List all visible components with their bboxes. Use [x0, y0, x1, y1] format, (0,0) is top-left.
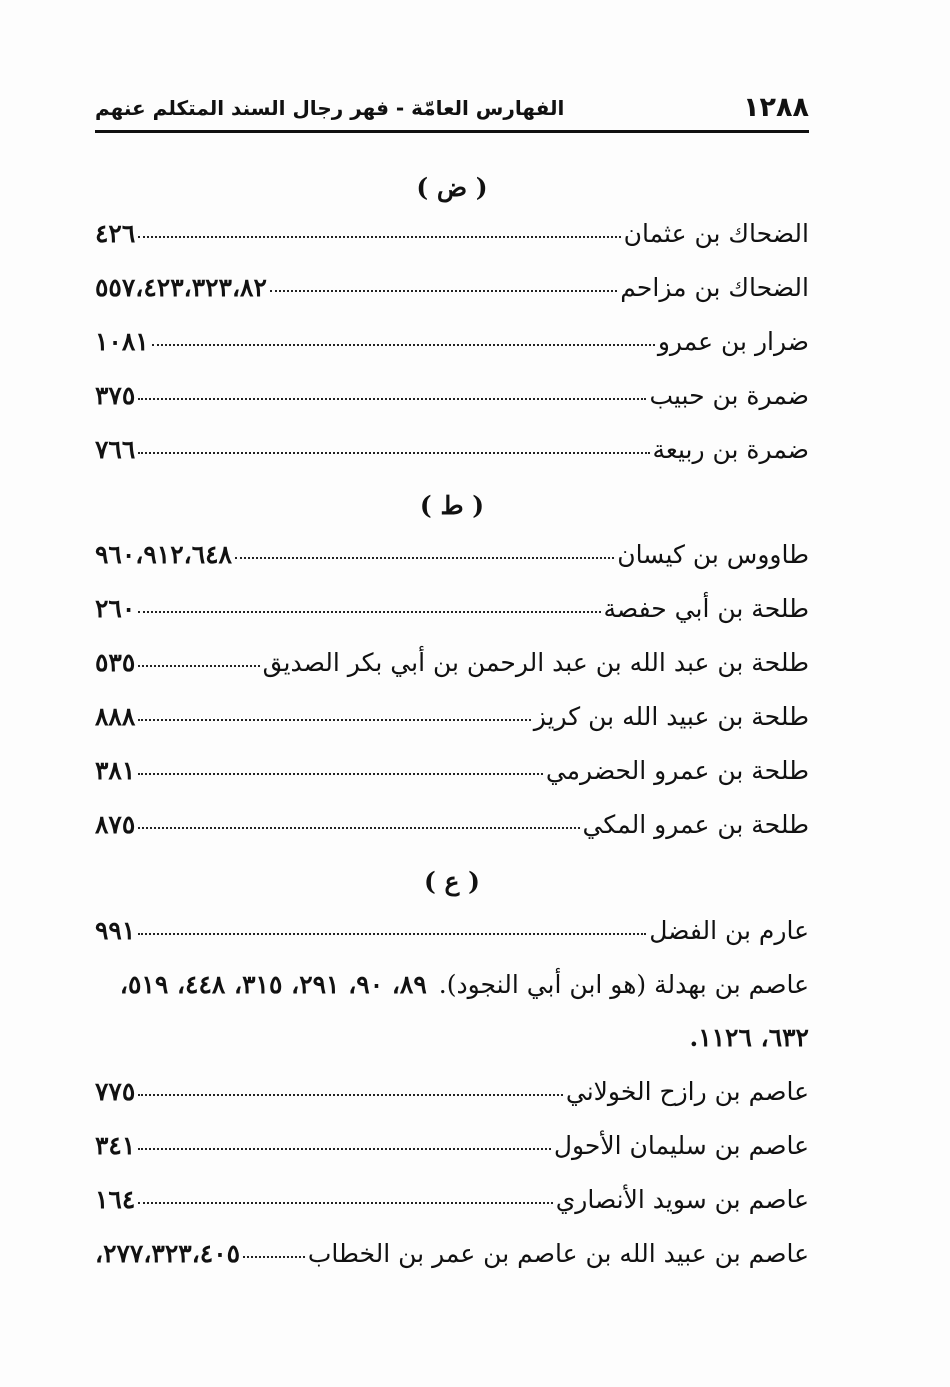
dot-leader	[138, 773, 543, 775]
dot-leader	[138, 827, 579, 829]
section-letter-ain: ( ع )	[424, 867, 480, 896]
entry-name: عارم بن الفضل	[649, 916, 809, 945]
index-entry	[95, 697, 809, 737]
entry-pages: ٣٤١	[95, 1131, 136, 1160]
entry-name: عاصم بن عبيد الله بن عاصم بن عمر بن الخطاب	[307, 1239, 809, 1268]
entry-name: طاووس بن كيسان	[617, 540, 809, 569]
dot-leader	[138, 1148, 551, 1150]
entry-pages: ٩٩١	[95, 916, 136, 945]
entry-name: الضحاك بن مزاحم	[620, 273, 809, 302]
dot-leader	[152, 344, 655, 346]
dot-leader	[138, 719, 530, 721]
entry-pages-continuation: ٦٣٢، ١١٢٦.	[689, 1023, 809, 1052]
entry-pages: ٣٧٥	[95, 381, 136, 410]
index-entry	[95, 535, 809, 575]
entry-name: الضحاك بن عثمان	[623, 219, 809, 248]
index-entry	[95, 1072, 809, 1112]
page-number: ١٢٨٨	[743, 92, 809, 123]
entry-pages: ١٦٤	[95, 1185, 136, 1214]
entry-pages: ٨٧٥	[95, 810, 136, 839]
entry-name: طلحة بن أبي حفصة	[603, 594, 809, 623]
entry-pages: ٤٢٦	[95, 219, 136, 248]
dot-leader	[138, 452, 649, 454]
index-entry	[95, 376, 809, 416]
entry-name: طلحة بن عمرو المكي	[582, 810, 809, 839]
entry-pages: ٧٧٥	[95, 1077, 136, 1106]
entry-pages: ٧٦٦	[95, 435, 136, 464]
entry-pages: ٨٨٨	[95, 702, 136, 731]
entry-name: طلحة بن عمرو الحضرمي	[545, 756, 809, 785]
dot-leader	[138, 665, 259, 667]
page-header	[95, 88, 809, 133]
dot-leader	[138, 611, 600, 613]
entry-pages: ٨٩، ٩٠، ٢٩١، ٣١٥، ٤٤٨، ٥١٩،	[119, 970, 427, 999]
dot-leader	[243, 1256, 305, 1258]
entry-name: طلحة بن عبد الله بن عبد الرحمن بن أبي بكر الصديق	[262, 648, 809, 677]
index-entry	[95, 643, 809, 683]
index-entry	[95, 268, 809, 308]
entry-pages: ٥٥٧،٤٢٣،٣٢٣،٨٢	[95, 273, 267, 302]
dot-leader	[138, 398, 646, 400]
index-entry	[95, 1234, 809, 1274]
index-entry	[95, 911, 809, 951]
entry-pages: ٢٧٧،٣٢٣،٤٠٥،	[95, 1239, 241, 1268]
index-entry	[95, 322, 809, 362]
section-letter-dad: ( ض )	[416, 173, 488, 202]
index-entry	[95, 214, 809, 254]
entry-pages: ٩٦٠،٩١٢،٦٤٨	[95, 540, 232, 569]
index-entry	[95, 805, 809, 845]
entry-pages: ٣٨١	[95, 756, 136, 785]
entry-name: عاصم بن بهدلة (هو ابن أبي النجود).	[438, 970, 809, 999]
dot-leader	[138, 933, 646, 935]
entry-pages: ٢٦٠	[95, 594, 136, 623]
entry-pages: ١٠٨١	[95, 327, 149, 356]
index-entry	[95, 589, 809, 629]
entry-name: ضمرة بن حبيب	[649, 381, 809, 410]
dot-leader	[235, 557, 614, 559]
dot-leader	[138, 236, 620, 238]
section-letter-ta: ( ط )	[419, 491, 485, 520]
index-entry	[95, 1180, 809, 1220]
dot-leader	[138, 1094, 563, 1096]
entry-pages: ٥٣٥	[95, 648, 136, 677]
running-title: الفهارس العامّة - فهر رجال السند المتكلم عنهم	[95, 96, 565, 120]
entry-name: ضمرة بن ربيعة	[652, 435, 809, 464]
entry-name: عاصم بن سويد الأنصاري	[555, 1185, 809, 1214]
index-entry	[95, 430, 809, 470]
entry-name: ضرار بن عمرو	[657, 327, 809, 356]
entry-name: عاصم بن سليمان الأحول	[553, 1131, 809, 1160]
dot-leader	[270, 290, 617, 292]
dot-leader	[138, 1202, 552, 1204]
entry-name: عاصم بن رازح الخولاني	[565, 1077, 809, 1106]
entry-name: طلحة بن عبيد الله بن كريز	[533, 702, 809, 731]
index-entry	[95, 965, 809, 1005]
index-entry	[95, 751, 809, 791]
index-entry	[95, 1126, 809, 1166]
